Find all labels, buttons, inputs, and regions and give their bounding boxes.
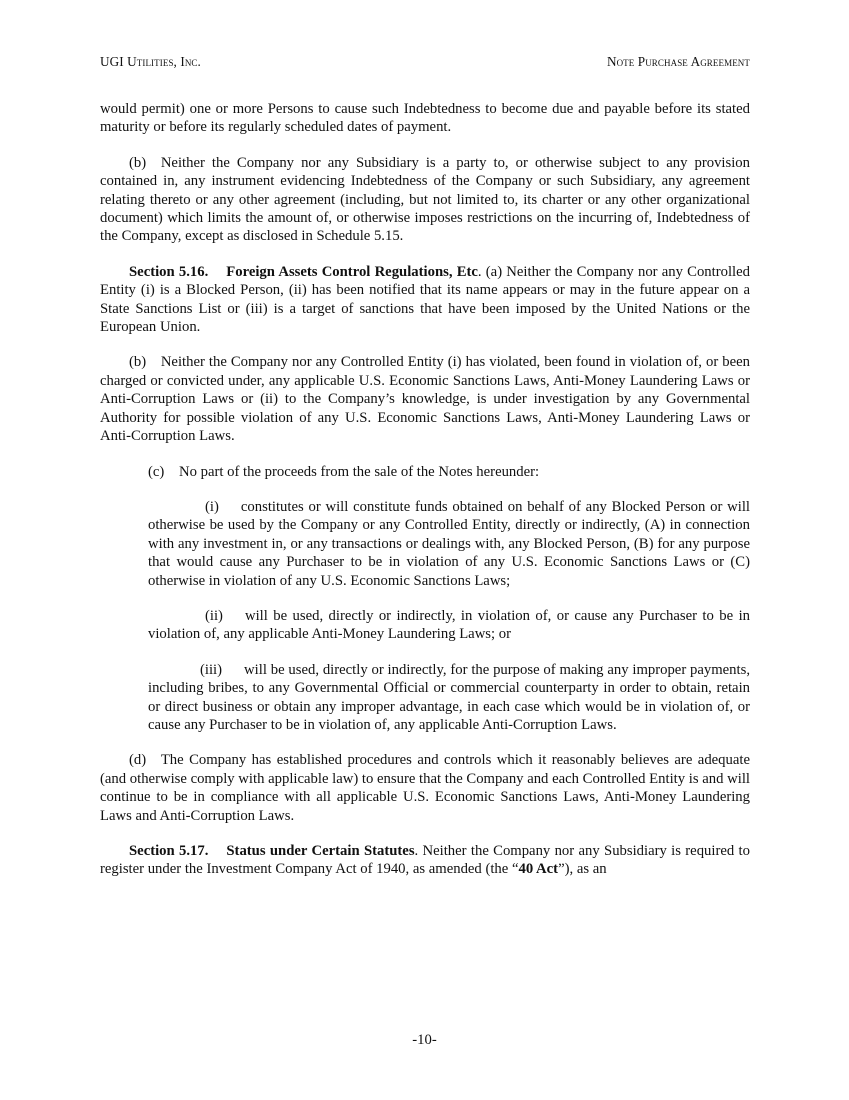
section-5-16-title: Foreign Assets Control Regulations, Etc xyxy=(226,263,478,280)
section-5-17-body-a: . Neither the Company nor any Subsidiary is required to register under the Investment Company Act of 1940, as amended (the “ xyxy=(100,843,750,878)
clause-ii: (ii) will be used, directly or indirectly, in violation of, or cause any Purchaser to be in violation of, any applicable Anti-Money Laundering Laws; or xyxy=(148,607,750,643)
header-company-name: UGI Utilities, Inc. xyxy=(100,54,201,69)
paragraph-5-15-b: (b) Neither the Company nor any Subsidiary is a party to, or otherwise subject to any provision contained in, any instrument evidencing Indebtedness of the Company or such Subsidiary, any agreement relating thereto or any other agreement (including, but not limited to, its charter or any other organizational document) which limits the amount of, or otherwise imposes restrictions on the incurring of, Indebtedness of the Company, except as disclosed in Schedule 5.15. xyxy=(100,154,750,245)
paragraph-5-16-b: (b) Neither the Company nor any Controlled Entity (i) has violated, been found in violation of, or been charged or convicted under, any applicable U.S. Economic Sanctions Laws, Anti-Money Laundering Laws or Anti-Corruption Laws or (ii) to the Company’s knowledge, is under investigation by any Governmental Authority for possible violation of any U.S. Economic Sanctions Laws, Anti-Money Laundering Laws or Anti-Corruption Laws. xyxy=(100,354,750,445)
clause-i: (i) constitutes or will constitute funds obtained on behalf of any Blocked Person or will otherwise be used by the Company or any Controlled Entity, directly or indirectly, (A) in connection with any investment in, or any transactions or dealings with, any Blocked Person, (B) for any purpose that would cause any Purchaser to be in violation of any U.S. Economic Sanctions Laws or (C) otherwise in violation of any U.S. Economic Sanctions Laws; xyxy=(148,498,750,589)
clause-iii: (iii) will be used, directly or indirectly, for the purpose of making any improper payments, including bribes, to any Governmental Official or commercial counterparty in order to obtain, retain or direct business or obtain any improper advantage, in each case which would be in violation of, or cause any Purchaser to be in violation of, any applicable Anti-Corruption Laws. xyxy=(148,661,750,733)
section-5-16-number: Section 5.16. xyxy=(129,263,209,280)
header-document-title: Note Purchase Agreement xyxy=(606,54,750,69)
paragraph-continuation: would permit) one or more Persons to cause such Indebtedness to become due and payable before its stated maturity or before its regularly scheduled dates of payment. xyxy=(100,101,750,136)
paragraph-5-16-c: (c) No part of the proceeds from the sale of the Notes hereunder: xyxy=(148,463,540,480)
document-body xyxy=(100,100,750,896)
section-5-17 xyxy=(100,842,750,879)
defined-term-40-act: 40 Act xyxy=(518,861,559,878)
section-5-17-body-b: ”), as an xyxy=(558,861,607,878)
section-5-17-title: Status under Certain Statutes xyxy=(226,843,415,859)
page-header xyxy=(100,54,750,70)
paragraph-5-16-d: (d) The Company has established procedures and controls which it reasonably believes are adequate (and otherwise comply with applicable law) to ensure that the Company and each Controlled Entity is and will continue to be in compliance with all applicable U.S. Economic Sanctions Laws, Anti-Money Laundering Laws and Anti-Corruption Laws. xyxy=(100,752,750,824)
section-5-17-number: Section 5.17. xyxy=(129,843,209,859)
section-5-16 xyxy=(100,263,750,337)
section-5-16-body: . (a) Neither the Company nor any Controlled Entity (i) is a Blocked Person, (ii) has been notified that its name appears or may in the future appear on a State Sanctions List or (iii) is a target of sanctions that have been imposed by the United Nations or the European Union. xyxy=(100,263,750,336)
page-number: -10- xyxy=(412,1032,437,1048)
